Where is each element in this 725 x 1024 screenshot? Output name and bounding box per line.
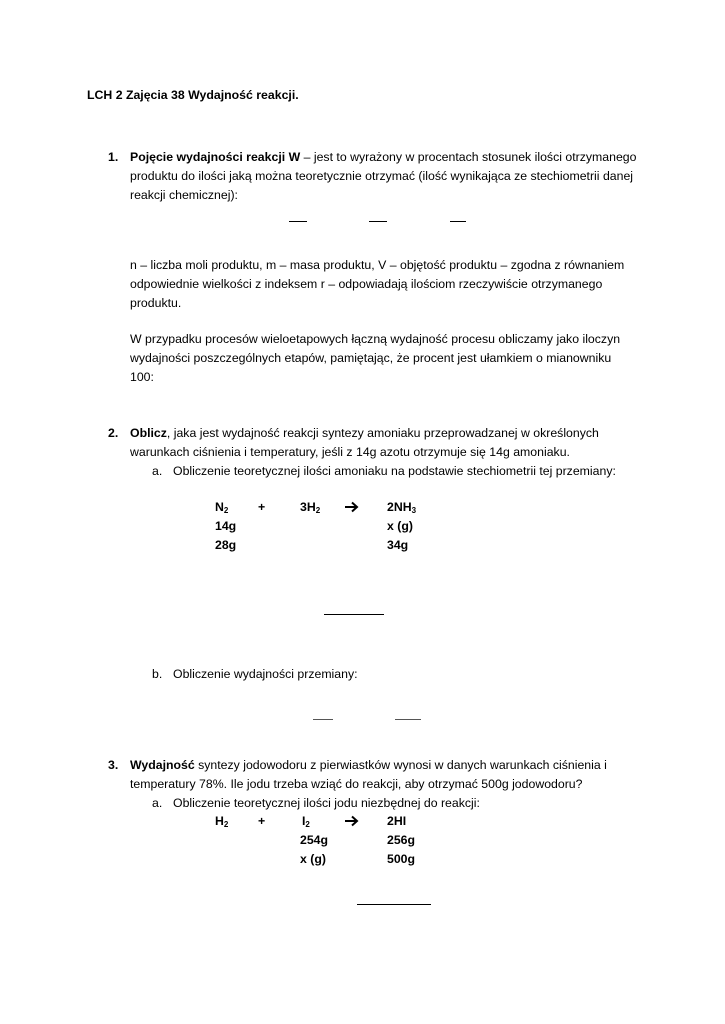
eq2-h-sub: 2 bbox=[315, 506, 321, 515]
section-1-para-3-line-2: wydajności poszczególnych etapów, pamiętając, że procent jest ułamkiem o mianowniku bbox=[130, 351, 612, 365]
page-title: LCH 2 Zajęcia 38 Wydajność reakcji. bbox=[87, 88, 299, 102]
section-3-line-1 bbox=[130, 756, 607, 775]
eq2-reactant-1 bbox=[215, 500, 228, 514]
section-2b-text: Obliczenie wydajności przemiany: bbox=[173, 667, 358, 681]
answer-line-3a bbox=[357, 904, 431, 905]
section-3-number: 3. bbox=[108, 758, 119, 772]
section-3-line-2: temperatury 78%. Ile jodu trzeba wziąć do reakcji, aby otrzymać 500g jodowodoru? bbox=[130, 777, 583, 791]
section-3a-label: a. bbox=[152, 796, 163, 810]
eq3-row2-mid: x (g) bbox=[300, 852, 326, 866]
eq2-n: N bbox=[215, 500, 224, 514]
section-3-bold: Wydajność bbox=[130, 758, 195, 772]
reaction-arrow-icon bbox=[345, 501, 359, 516]
answer-line-2a bbox=[324, 614, 384, 615]
reaction-arrow-icon bbox=[345, 815, 359, 830]
eq3-row1-mid: 254g bbox=[300, 833, 329, 847]
eq2-row1-right: x (g) bbox=[387, 519, 413, 533]
fraction-bar-3 bbox=[450, 221, 466, 222]
eq2-row2-left: 28g bbox=[215, 538, 237, 552]
eq2-product bbox=[387, 500, 416, 514]
fraction-bar-2b-1 bbox=[313, 719, 333, 720]
eq2-prod: 2NH bbox=[387, 500, 412, 514]
section-1-line-1-rest: – jest to wyrażony w procentach stosunek ilości otrzymanego bbox=[300, 150, 637, 164]
eq3-row1-right: 256g bbox=[387, 833, 416, 847]
section-1-bold: Pojęcie wydajności reakcji W bbox=[130, 150, 301, 164]
eq3-i-sub: 2 bbox=[305, 820, 310, 829]
section-2a-label: a. bbox=[152, 464, 163, 478]
eq3-reactant-2 bbox=[302, 814, 310, 828]
section-1-para-2-line-2: odpowiednie wielkości z indeksem r – odpowiadają ilościom rzeczywiście otrzymanego bbox=[130, 277, 603, 291]
eq2-reactant-2 bbox=[300, 500, 320, 514]
fraction-bar-1 bbox=[289, 221, 307, 222]
eq3-product: 2HI bbox=[387, 814, 407, 828]
eq3-plus: + bbox=[258, 814, 266, 828]
section-2a-text: Obliczenie teoretycznej ilości amoniaku na podstawie stechiometrii tej przemiany: bbox=[173, 464, 616, 478]
section-2-line-1-rest: , jaka jest wydajność reakcji syntezy amoniaku przeprowadzanej w określonych bbox=[166, 426, 599, 440]
eq2-row1-left: 14g bbox=[215, 519, 237, 533]
eq2-n-sub: 2 bbox=[223, 506, 229, 515]
eq2-plus: + bbox=[258, 500, 266, 514]
section-2-number: 2. bbox=[108, 426, 119, 440]
section-1-line-3: reakcji chemicznej): bbox=[130, 188, 238, 202]
section-1-para-2-line-1: n – liczba moli produktu, m – masa produktu, V – objętość produktu – zgodna z równaniem bbox=[130, 258, 625, 272]
section-2-line-1 bbox=[130, 424, 599, 443]
eq2-prod-sub: 3 bbox=[411, 506, 417, 515]
eq3-row2-right: 500g bbox=[387, 852, 416, 866]
fraction-bar-2b-2 bbox=[395, 719, 421, 720]
section-3a-text: Obliczenie teoretycznej ilości jodu niezbędnej do reakcji: bbox=[173, 796, 480, 810]
section-2-bold: Oblicz bbox=[130, 426, 167, 440]
eq3-reactant-1 bbox=[215, 814, 228, 828]
section-1-para-3-line-1: W przypadku procesów wieloetapowych łączną wydajność procesu obliczamy jako iloczyn bbox=[130, 332, 621, 346]
section-2-line-2: warunkach ciśnienia i temperatury, jeśli z 14g azotu otrzymuje się 14g amoniaku. bbox=[130, 445, 570, 459]
eq2-h: 3H bbox=[300, 500, 316, 514]
eq3-h-sub: 2 bbox=[223, 820, 229, 829]
eq3-i: I bbox=[302, 814, 306, 828]
section-1-line-2: produktu do ilości jaką można teoretycznie otrzymać (ilość wynikająca ze stechiometrii danej bbox=[130, 169, 634, 183]
section-2b-label: b. bbox=[152, 667, 163, 681]
section-1-para-2-line-3: produktu. bbox=[130, 296, 182, 310]
section-3-line-1-rest: syntezy jodowodoru z pierwiastków wynosi w danych warunkach ciśnienia i bbox=[194, 758, 607, 772]
eq2-row2-right: 34g bbox=[387, 538, 409, 552]
eq3-h: H bbox=[215, 814, 224, 828]
fraction-bar-2 bbox=[369, 221, 387, 222]
section-1-para-3-line-3: 100: bbox=[130, 370, 154, 384]
section-1-line-1 bbox=[130, 148, 636, 167]
section-1-number: 1. bbox=[108, 150, 119, 164]
